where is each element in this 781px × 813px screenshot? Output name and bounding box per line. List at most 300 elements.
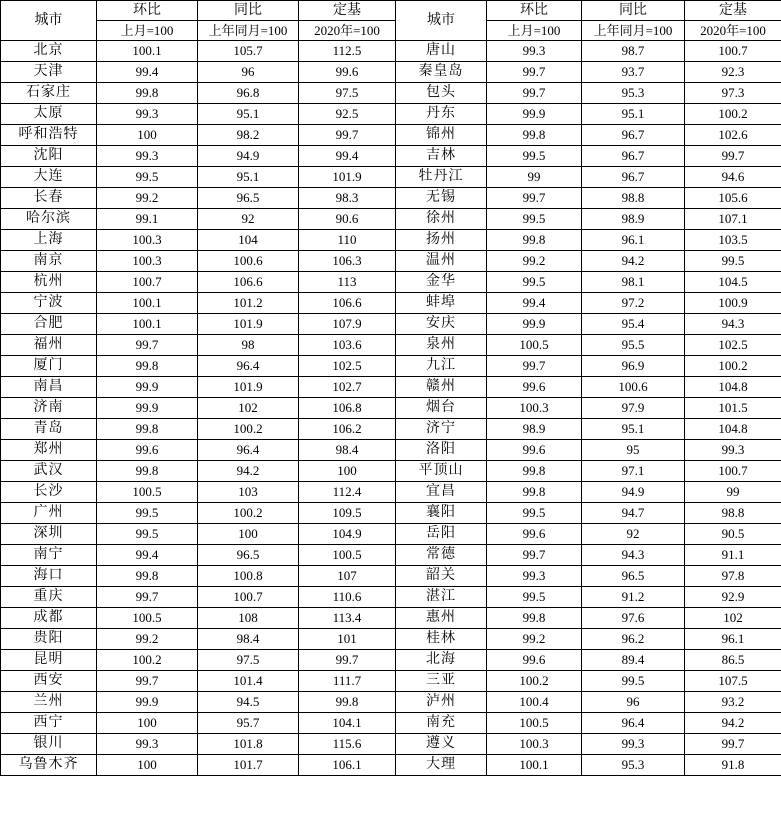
fixed-cell-left: 90.6 xyxy=(299,209,396,230)
city-cell-right: 无锡 xyxy=(396,188,487,209)
fixed-cell-left: 97.5 xyxy=(299,83,396,104)
mom-cell-left: 99.7 xyxy=(97,335,198,356)
city-cell-right: 九江 xyxy=(396,356,487,377)
mom-cell-left: 100.2 xyxy=(97,650,198,671)
yoy-cell-left: 97.5 xyxy=(198,650,299,671)
mom-cell-right: 100.1 xyxy=(487,755,582,776)
city-cell-left: 贵阳 xyxy=(1,629,97,650)
yoy-cell-left: 96.5 xyxy=(198,188,299,209)
mom-cell-right: 99.4 xyxy=(487,293,582,314)
fixed-column-header-right: 定基 xyxy=(685,1,781,21)
yoy-cell-right: 94.9 xyxy=(582,482,685,503)
fixed-cell-right: 102 xyxy=(685,608,781,629)
city-cell-right: 温州 xyxy=(396,251,487,272)
mom-cell-right: 99.7 xyxy=(487,356,582,377)
yoy-cell-right: 95.1 xyxy=(582,419,685,440)
city-cell-right: 宜昌 xyxy=(396,482,487,503)
yoy-cell-left: 101.7 xyxy=(198,755,299,776)
city-cell-left: 南宁 xyxy=(1,545,97,566)
mom-cell-left: 99.8 xyxy=(97,566,198,587)
yoy-cell-left: 95.1 xyxy=(198,167,299,188)
fixed-cell-right: 101.5 xyxy=(685,398,781,419)
yoy-cell-right: 96.7 xyxy=(582,146,685,167)
table-row xyxy=(1,335,781,356)
city-column-header-left: 城市 xyxy=(1,1,97,41)
mom-cell-left: 99.8 xyxy=(97,419,198,440)
city-cell-right: 桂林 xyxy=(396,629,487,650)
city-cell-right: 扬州 xyxy=(396,230,487,251)
mom-cell-left: 100.5 xyxy=(97,482,198,503)
fixed-cell-right: 96.1 xyxy=(685,629,781,650)
table-row xyxy=(1,440,781,461)
city-cell-left: 济南 xyxy=(1,398,97,419)
yoy-cell-right: 94.7 xyxy=(582,503,685,524)
yoy-cell-left: 95.7 xyxy=(198,713,299,734)
mom-cell-right: 99.5 xyxy=(487,587,582,608)
mom-cell-right: 99.7 xyxy=(487,62,582,83)
yoy-cell-right: 98.9 xyxy=(582,209,685,230)
yoy-cell-left: 92 xyxy=(198,209,299,230)
mom-cell-left: 99.5 xyxy=(97,167,198,188)
city-cell-right: 常德 xyxy=(396,545,487,566)
mom-cell-right: 99.8 xyxy=(487,461,582,482)
city-cell-right: 襄阳 xyxy=(396,503,487,524)
yoy-cell-right: 96.2 xyxy=(582,629,685,650)
yoy-cell-right: 96.4 xyxy=(582,713,685,734)
city-cell-right: 洛阳 xyxy=(396,440,487,461)
yoy-cell-right: 99.3 xyxy=(582,734,685,755)
mom-cell-left: 99.9 xyxy=(97,692,198,713)
table-row xyxy=(1,209,781,230)
fixed-cell-left: 101 xyxy=(299,629,396,650)
table-row xyxy=(1,419,781,440)
yoy-cell-left: 96 xyxy=(198,62,299,83)
yoy-column-header-left: 同比 xyxy=(198,1,299,21)
mom-cell-right: 100.5 xyxy=(487,713,582,734)
mom-cell-right: 98.9 xyxy=(487,419,582,440)
yoy-cell-right: 96.9 xyxy=(582,356,685,377)
fixed-cell-left: 102.5 xyxy=(299,356,396,377)
table-row xyxy=(1,167,781,188)
city-cell-right: 大理 xyxy=(396,755,487,776)
fixed-cell-right: 91.8 xyxy=(685,755,781,776)
yoy-cell-right: 98.7 xyxy=(582,41,685,62)
mom-base-label-right: 上月=100 xyxy=(487,21,582,41)
table-row xyxy=(1,356,781,377)
city-cell-left: 沈阳 xyxy=(1,146,97,167)
mom-cell-left: 99.3 xyxy=(97,146,198,167)
yoy-cell-left: 104 xyxy=(198,230,299,251)
table-row xyxy=(1,230,781,251)
mom-cell-left: 99.7 xyxy=(97,587,198,608)
mom-cell-right: 99.6 xyxy=(487,524,582,545)
table-row xyxy=(1,713,781,734)
yoy-cell-left: 101.2 xyxy=(198,293,299,314)
yoy-cell-left: 103 xyxy=(198,482,299,503)
city-cell-left: 乌鲁木齐 xyxy=(1,755,97,776)
city-cell-left: 郑州 xyxy=(1,440,97,461)
fixed-cell-right: 104.8 xyxy=(685,419,781,440)
yoy-cell-right: 95.3 xyxy=(582,83,685,104)
fixed-cell-right: 100.7 xyxy=(685,461,781,482)
yoy-cell-left: 94.2 xyxy=(198,461,299,482)
city-cell-right: 三亚 xyxy=(396,671,487,692)
city-cell-right: 丹东 xyxy=(396,104,487,125)
city-cell-right: 牡丹江 xyxy=(396,167,487,188)
yoy-cell-left: 98.2 xyxy=(198,125,299,146)
city-cell-right: 安庆 xyxy=(396,314,487,335)
yoy-cell-left: 100.8 xyxy=(198,566,299,587)
yoy-cell-left: 100 xyxy=(198,524,299,545)
mom-cell-right: 99.8 xyxy=(487,482,582,503)
mom-cell-left: 99.9 xyxy=(97,377,198,398)
city-cell-left: 天津 xyxy=(1,62,97,83)
fixed-cell-right: 99.3 xyxy=(685,440,781,461)
mom-cell-right: 99.8 xyxy=(487,125,582,146)
fixed-cell-left: 99.7 xyxy=(299,650,396,671)
mom-cell-right: 99.8 xyxy=(487,608,582,629)
table-row xyxy=(1,146,781,167)
mom-cell-left: 100.3 xyxy=(97,251,198,272)
fixed-cell-left: 99.8 xyxy=(299,692,396,713)
city-cell-right: 金华 xyxy=(396,272,487,293)
table-row xyxy=(1,566,781,587)
yoy-base-label-right: 上年同月=100 xyxy=(582,21,685,41)
mom-cell-right: 100.3 xyxy=(487,398,582,419)
fixed-cell-right: 107.5 xyxy=(685,671,781,692)
yoy-cell-left: 101.4 xyxy=(198,671,299,692)
fixed-cell-left: 106.1 xyxy=(299,755,396,776)
mom-cell-right: 99.5 xyxy=(487,146,582,167)
city-cell-right: 赣州 xyxy=(396,377,487,398)
mom-cell-right: 100.3 xyxy=(487,734,582,755)
yoy-cell-right: 96.7 xyxy=(582,125,685,146)
fixed-cell-left: 112.5 xyxy=(299,41,396,62)
yoy-cell-left: 101.9 xyxy=(198,377,299,398)
city-cell-right: 锦州 xyxy=(396,125,487,146)
fixed-cell-left: 106.3 xyxy=(299,251,396,272)
mom-cell-left: 99.5 xyxy=(97,524,198,545)
fixed-cell-right: 97.8 xyxy=(685,566,781,587)
city-cell-left: 广州 xyxy=(1,503,97,524)
yoy-cell-left: 108 xyxy=(198,608,299,629)
table-row xyxy=(1,503,781,524)
mom-cell-left: 100 xyxy=(97,125,198,146)
fixed-cell-left: 101.9 xyxy=(299,167,396,188)
mom-cell-left: 99.2 xyxy=(97,629,198,650)
fixed-cell-right: 104.5 xyxy=(685,272,781,293)
city-cell-right: 秦皇岛 xyxy=(396,62,487,83)
city-cell-right: 泉州 xyxy=(396,335,487,356)
yoy-cell-left: 96.8 xyxy=(198,83,299,104)
fixed-cell-right: 99.5 xyxy=(685,251,781,272)
city-cell-left: 石家庄 xyxy=(1,83,97,104)
fixed-cell-left: 102.7 xyxy=(299,377,396,398)
city-cell-left: 太原 xyxy=(1,104,97,125)
fixed-cell-left: 112.4 xyxy=(299,482,396,503)
fixed-cell-right: 94.2 xyxy=(685,713,781,734)
city-cell-right: 遵义 xyxy=(396,734,487,755)
mom-cell-right: 99.7 xyxy=(487,83,582,104)
yoy-cell-right: 96.7 xyxy=(582,167,685,188)
mom-cell-right: 99.5 xyxy=(487,503,582,524)
mom-cell-left: 99.4 xyxy=(97,62,198,83)
yoy-cell-left: 98.4 xyxy=(198,629,299,650)
mom-cell-right: 99.7 xyxy=(487,188,582,209)
yoy-cell-right: 98.1 xyxy=(582,272,685,293)
table-row xyxy=(1,62,781,83)
city-cell-left: 兰州 xyxy=(1,692,97,713)
table-row xyxy=(1,587,781,608)
mom-cell-right: 99.6 xyxy=(487,650,582,671)
yoy-cell-left: 100.2 xyxy=(198,419,299,440)
fixed-cell-left: 99.7 xyxy=(299,125,396,146)
fixed-cell-right: 100.2 xyxy=(685,104,781,125)
fixed-base-label-left: 2020年=100 xyxy=(299,21,396,41)
table-row xyxy=(1,755,781,776)
table-header xyxy=(1,1,781,41)
city-cell-left: 南京 xyxy=(1,251,97,272)
mom-cell-left: 99.2 xyxy=(97,188,198,209)
fixed-cell-left: 113.4 xyxy=(299,608,396,629)
mom-cell-right: 99.6 xyxy=(487,377,582,398)
yoy-cell-right: 97.1 xyxy=(582,461,685,482)
city-cell-left: 海口 xyxy=(1,566,97,587)
mom-cell-right: 99.3 xyxy=(487,41,582,62)
city-cell-right: 韶关 xyxy=(396,566,487,587)
yoy-cell-right: 91.2 xyxy=(582,587,685,608)
mom-cell-right: 99.9 xyxy=(487,104,582,125)
table-row xyxy=(1,650,781,671)
city-cell-right: 蚌埠 xyxy=(396,293,487,314)
city-cell-right: 吉林 xyxy=(396,146,487,167)
mom-cell-left: 99.7 xyxy=(97,671,198,692)
mom-cell-left: 99.3 xyxy=(97,104,198,125)
table-row xyxy=(1,461,781,482)
yoy-cell-left: 98 xyxy=(198,335,299,356)
mom-cell-left: 99.5 xyxy=(97,503,198,524)
mom-cell-left: 99.1 xyxy=(97,209,198,230)
fixed-cell-right: 98.8 xyxy=(685,503,781,524)
city-cell-right: 包头 xyxy=(396,83,487,104)
yoy-cell-left: 100.6 xyxy=(198,251,299,272)
fixed-cell-right: 100.7 xyxy=(685,41,781,62)
yoy-cell-right: 96.1 xyxy=(582,230,685,251)
yoy-cell-right: 95.5 xyxy=(582,335,685,356)
city-cell-left: 哈尔滨 xyxy=(1,209,97,230)
fixed-cell-right: 105.6 xyxy=(685,188,781,209)
city-cell-right: 济宁 xyxy=(396,419,487,440)
fixed-cell-left: 99.4 xyxy=(299,146,396,167)
city-cell-right: 泸州 xyxy=(396,692,487,713)
table-row xyxy=(1,104,781,125)
yoy-cell-left: 94.9 xyxy=(198,146,299,167)
mom-cell-right: 100.2 xyxy=(487,671,582,692)
table-row xyxy=(1,734,781,755)
yoy-cell-left: 102 xyxy=(198,398,299,419)
yoy-cell-right: 96.5 xyxy=(582,566,685,587)
yoy-cell-left: 96.4 xyxy=(198,356,299,377)
city-cell-left: 西安 xyxy=(1,671,97,692)
yoy-cell-right: 99.5 xyxy=(582,671,685,692)
table-row xyxy=(1,524,781,545)
city-cell-left: 杭州 xyxy=(1,272,97,293)
yoy-cell-right: 97.9 xyxy=(582,398,685,419)
fixed-cell-right: 93.2 xyxy=(685,692,781,713)
table-row xyxy=(1,482,781,503)
fixed-cell-right: 90.5 xyxy=(685,524,781,545)
fixed-cell-left: 106.2 xyxy=(299,419,396,440)
mom-cell-left: 99.6 xyxy=(97,440,198,461)
fixed-cell-right: 91.1 xyxy=(685,545,781,566)
mom-cell-left: 99.8 xyxy=(97,83,198,104)
yoy-cell-left: 96.5 xyxy=(198,545,299,566)
city-cell-left: 昆明 xyxy=(1,650,97,671)
fixed-cell-right: 92.9 xyxy=(685,587,781,608)
fixed-cell-right: 100.2 xyxy=(685,356,781,377)
mom-cell-left: 99.4 xyxy=(97,545,198,566)
fixed-cell-left: 109.5 xyxy=(299,503,396,524)
mom-cell-left: 100.5 xyxy=(97,608,198,629)
city-cell-left: 西宁 xyxy=(1,713,97,734)
fixed-cell-right: 92.3 xyxy=(685,62,781,83)
city-cell-left: 合肥 xyxy=(1,314,97,335)
mom-cell-right: 99.5 xyxy=(487,209,582,230)
fixed-cell-right: 94.3 xyxy=(685,314,781,335)
mom-cell-right: 99.8 xyxy=(487,230,582,251)
city-cell-right: 平顶山 xyxy=(396,461,487,482)
mom-cell-right: 99 xyxy=(487,167,582,188)
yoy-cell-right: 96 xyxy=(582,692,685,713)
fixed-cell-right: 99 xyxy=(685,482,781,503)
mom-column-header-left: 环比 xyxy=(97,1,198,21)
yoy-cell-right: 97.6 xyxy=(582,608,685,629)
fixed-cell-right: 100.9 xyxy=(685,293,781,314)
city-cell-left: 青岛 xyxy=(1,419,97,440)
yoy-cell-right: 95.1 xyxy=(582,104,685,125)
fixed-cell-left: 92.5 xyxy=(299,104,396,125)
city-cell-right: 唐山 xyxy=(396,41,487,62)
city-cell-right: 烟台 xyxy=(396,398,487,419)
yoy-cell-right: 95.4 xyxy=(582,314,685,335)
mom-cell-left: 99.3 xyxy=(97,734,198,755)
mom-cell-left: 100 xyxy=(97,713,198,734)
yoy-cell-left: 94.5 xyxy=(198,692,299,713)
yoy-base-label-left: 上年同月=100 xyxy=(198,21,299,41)
mom-base-label-left: 上月=100 xyxy=(97,21,198,41)
fixed-column-header-left: 定基 xyxy=(299,1,396,21)
fixed-cell-left: 110.6 xyxy=(299,587,396,608)
city-cell-left: 成都 xyxy=(1,608,97,629)
yoy-cell-right: 100.6 xyxy=(582,377,685,398)
mom-cell-right: 99.5 xyxy=(487,272,582,293)
city-cell-left: 呼和浩特 xyxy=(1,125,97,146)
fixed-cell-right: 102.5 xyxy=(685,335,781,356)
table-row xyxy=(1,314,781,335)
mom-cell-left: 100.1 xyxy=(97,41,198,62)
yoy-cell-left: 101.8 xyxy=(198,734,299,755)
fixed-cell-right: 99.7 xyxy=(685,734,781,755)
yoy-cell-left: 100.2 xyxy=(198,503,299,524)
fixed-cell-left: 98.3 xyxy=(299,188,396,209)
mom-column-header-right: 环比 xyxy=(487,1,582,21)
city-cell-right: 岳阳 xyxy=(396,524,487,545)
mom-cell-left: 100.1 xyxy=(97,314,198,335)
table-row xyxy=(1,83,781,104)
fixed-cell-right: 107.1 xyxy=(685,209,781,230)
mom-cell-right: 99.6 xyxy=(487,440,582,461)
city-cell-right: 徐州 xyxy=(396,209,487,230)
mom-cell-left: 99.8 xyxy=(97,461,198,482)
mom-cell-right: 100.5 xyxy=(487,335,582,356)
city-cell-left: 福州 xyxy=(1,335,97,356)
table-row xyxy=(1,251,781,272)
city-cell-left: 重庆 xyxy=(1,587,97,608)
mom-cell-left: 99.9 xyxy=(97,398,198,419)
city-cell-left: 银川 xyxy=(1,734,97,755)
mom-cell-left: 100.3 xyxy=(97,230,198,251)
mom-cell-right: 99.7 xyxy=(487,545,582,566)
fixed-cell-right: 102.6 xyxy=(685,125,781,146)
yoy-column-header-right: 同比 xyxy=(582,1,685,21)
mom-cell-right: 99.9 xyxy=(487,314,582,335)
city-column-header-right: 城市 xyxy=(396,1,487,41)
yoy-cell-left: 100.7 xyxy=(198,587,299,608)
yoy-cell-left: 96.4 xyxy=(198,440,299,461)
yoy-cell-left: 101.9 xyxy=(198,314,299,335)
yoy-cell-right: 93.7 xyxy=(582,62,685,83)
table-row xyxy=(1,272,781,293)
city-cell-right: 北海 xyxy=(396,650,487,671)
mom-cell-left: 100.1 xyxy=(97,293,198,314)
yoy-cell-right: 94.2 xyxy=(582,251,685,272)
fixed-cell-left: 106.8 xyxy=(299,398,396,419)
table-row xyxy=(1,188,781,209)
yoy-cell-left: 95.1 xyxy=(198,104,299,125)
fixed-cell-left: 100.5 xyxy=(299,545,396,566)
fixed-cell-left: 113 xyxy=(299,272,396,293)
yoy-cell-right: 95 xyxy=(582,440,685,461)
yoy-cell-right: 97.2 xyxy=(582,293,685,314)
table-row xyxy=(1,293,781,314)
fixed-cell-left: 107 xyxy=(299,566,396,587)
yoy-cell-left: 106.6 xyxy=(198,272,299,293)
table-row xyxy=(1,41,781,62)
yoy-cell-left: 105.7 xyxy=(198,41,299,62)
yoy-cell-right: 94.3 xyxy=(582,545,685,566)
yoy-cell-right: 98.8 xyxy=(582,188,685,209)
fixed-cell-left: 103.6 xyxy=(299,335,396,356)
city-cell-right: 惠州 xyxy=(396,608,487,629)
fixed-cell-left: 99.6 xyxy=(299,62,396,83)
table-body xyxy=(1,41,781,776)
yoy-cell-right: 92 xyxy=(582,524,685,545)
city-cell-right: 湛江 xyxy=(396,587,487,608)
fixed-cell-left: 100 xyxy=(299,461,396,482)
fixed-cell-right: 94.6 xyxy=(685,167,781,188)
yoy-cell-right: 95.3 xyxy=(582,755,685,776)
fixed-cell-left: 104.9 xyxy=(299,524,396,545)
fixed-cell-left: 98.4 xyxy=(299,440,396,461)
city-cell-right: 南充 xyxy=(396,713,487,734)
table-row xyxy=(1,608,781,629)
table-row xyxy=(1,377,781,398)
fixed-cell-left: 110 xyxy=(299,230,396,251)
city-cell-left: 武汉 xyxy=(1,461,97,482)
table-row xyxy=(1,629,781,650)
fixed-cell-left: 115.6 xyxy=(299,734,396,755)
mom-cell-left: 99.8 xyxy=(97,356,198,377)
